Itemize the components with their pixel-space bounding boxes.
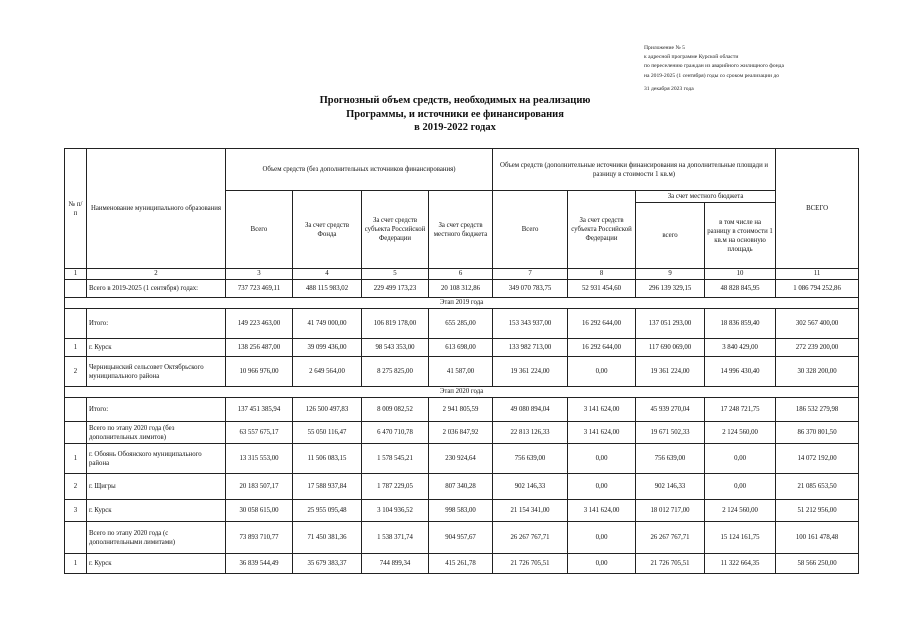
header-grand-total: ВСЕГО (776, 149, 859, 269)
amount-cell: 16 292 644,00 (568, 339, 636, 357)
appendix-line: 31 декабря 2023 года (644, 85, 694, 92)
amount-cell: 22 813 126,33 (493, 422, 568, 444)
stage-label: Этап 2019 года (65, 298, 859, 309)
amount-cell: 52 931 454,60 (568, 280, 636, 298)
municipality-name: Итого: (87, 309, 226, 339)
amount-cell: 186 532 279,98 (776, 398, 859, 422)
amount-cell: 19 361 224,00 (493, 357, 568, 387)
amount-cell: 55 050 116,47 (293, 422, 362, 444)
table-row (65, 339, 859, 357)
total-row (65, 522, 859, 554)
amount-cell: 0,00 (568, 474, 636, 500)
amount-cell: 20 183 507,17 (226, 474, 293, 500)
title-line: Программы, и источники ее финансирования (346, 108, 564, 120)
amount-cell: 41 749 000,00 (293, 309, 362, 339)
amount-cell: 230 924,64 (429, 444, 493, 474)
municipality-name: г. Курск (87, 500, 226, 522)
header-group-base: Объем средств (без дополнительных источников финансирования) (226, 149, 493, 191)
amount-cell: 902 146,33 (493, 474, 568, 500)
amount-cell: 0,00 (568, 357, 636, 387)
amount-cell: 133 982 713,00 (493, 339, 568, 357)
amount-cell: 17 248 721,75 (705, 398, 776, 422)
header-num: № п/п (65, 149, 87, 269)
amount-cell: 117 690 069,00 (636, 339, 705, 357)
column-number: 3 (226, 269, 293, 280)
amount-cell: 58 566 250,00 (776, 554, 859, 574)
header-total-additional: Всего (493, 191, 568, 269)
amount-cell: 8 009 082,52 (362, 398, 429, 422)
row-number (65, 522, 87, 554)
amount-cell: 20 108 312,86 (429, 280, 493, 298)
municipality-name: Всего по этапу 2020 года (без дополнительных лимитов) (87, 422, 226, 444)
total-row (65, 280, 859, 298)
row-number (65, 398, 87, 422)
municipality-name: Черницынский сельсовет Октябрьского муниципального района (87, 357, 226, 387)
municipality-name: г. Курск (87, 339, 226, 357)
amount-cell: 6 470 710,78 (362, 422, 429, 444)
appendix-note (644, 44, 859, 94)
header-total: Всего (226, 191, 293, 269)
amount-cell: 19 671 502,33 (636, 422, 705, 444)
amount-cell: 902 146,33 (636, 474, 705, 500)
amount-cell: 1 787 229,05 (362, 474, 429, 500)
amount-cell: 19 361 224,00 (636, 357, 705, 387)
header-subject: За счет средств субъекта Российской Федерации (362, 191, 429, 269)
amount-cell: 21 726 705,51 (636, 554, 705, 574)
amount-cell: 415 261,78 (429, 554, 493, 574)
amount-cell: 41 587,00 (429, 357, 493, 387)
row-number: 1 (65, 444, 87, 474)
stage-label: Этап 2020 года (65, 387, 859, 398)
amount-cell: 998 583,00 (429, 500, 493, 522)
amount-cell: 737 723 469,11 (226, 280, 293, 298)
amount-cell: 21 726 705,51 (493, 554, 568, 574)
table-row (65, 357, 859, 387)
amount-cell: 26 267 767,71 (493, 522, 568, 554)
amount-cell: 14 996 430,40 (705, 357, 776, 387)
row-number: 1 (65, 554, 87, 574)
municipality-name: Итого: (87, 398, 226, 422)
amount-cell: 3 104 936,52 (362, 500, 429, 522)
column-number: 2 (87, 269, 226, 280)
header-subject-additional: За счет средств субъекта Российской Федерации (568, 191, 636, 269)
appendix-line: к адресной программе Курской области (644, 54, 739, 61)
amount-cell: 2 941 805,59 (429, 398, 493, 422)
table-row (65, 554, 859, 574)
appendix-line: Приложение № 5 (644, 45, 685, 51)
amount-cell: 14 072 192,00 (776, 444, 859, 474)
amount-cell: 17 588 937,84 (293, 474, 362, 500)
row-number: 1 (65, 339, 87, 357)
header-local: За счет средств местного бюджета (429, 191, 493, 269)
amount-cell: 138 256 487,00 (226, 339, 293, 357)
amount-cell: 15 124 161,75 (705, 522, 776, 554)
amount-cell: 613 698,00 (429, 339, 493, 357)
amount-cell: 296 139 329,15 (636, 280, 705, 298)
appendix-line: по переселению граждан из аварийного жилищного фонда (644, 63, 785, 70)
amount-cell: 63 557 675,17 (226, 422, 293, 444)
amount-cell: 153 343 937,00 (493, 309, 568, 339)
municipality-name: Всего по этапу 2020 года (с дополнительными лимитами) (87, 522, 226, 554)
amount-cell: 98 543 353,00 (362, 339, 429, 357)
column-number: 4 (293, 269, 362, 280)
amount-cell: 2 036 847,92 (429, 422, 493, 444)
row-number (65, 280, 87, 298)
amount-cell: 744 899,34 (362, 554, 429, 574)
amount-cell: 1 086 794 252,86 (776, 280, 859, 298)
column-numbers-row (65, 269, 859, 280)
title-line: Прогнозный объем средств, необходимых на реализацию (319, 95, 591, 106)
header-local-all: всего (636, 203, 705, 269)
amount-cell: 35 679 383,37 (293, 554, 362, 574)
amount-cell: 8 275 825,00 (362, 357, 429, 387)
municipality-name: Всего в 2019-2025 (1 сентября) годах: (87, 280, 226, 298)
amount-cell: 807 340,28 (429, 474, 493, 500)
amount-cell: 16 292 644,00 (568, 309, 636, 339)
amount-cell: 0,00 (568, 522, 636, 554)
amount-cell: 3 141 624,00 (568, 500, 636, 522)
amount-cell: 73 893 710,77 (226, 522, 293, 554)
total-row (65, 309, 859, 339)
header-local-difference: в том числе на разницу в стоимости 1 кв.м на основную площадь (705, 203, 776, 269)
stage-row (65, 298, 859, 309)
amount-cell: 2 124 560,00 (705, 500, 776, 522)
amount-cell: 272 239 200,00 (776, 339, 859, 357)
amount-cell: 21 085 653,50 (776, 474, 859, 500)
row-number: 2 (65, 357, 87, 387)
amount-cell: 655 285,00 (429, 309, 493, 339)
financing-table (64, 148, 859, 574)
table-body (65, 280, 859, 574)
amount-cell: 86 370 801,50 (776, 422, 859, 444)
amount-cell: 1 578 545,21 (362, 444, 429, 474)
column-number: 6 (429, 269, 493, 280)
amount-cell: 3 840 429,00 (705, 339, 776, 357)
amount-cell: 39 099 436,00 (293, 339, 362, 357)
amount-cell: 48 828 845,95 (705, 280, 776, 298)
amount-cell: 0,00 (568, 444, 636, 474)
column-number: 5 (362, 269, 429, 280)
municipality-name: г. Щигры (87, 474, 226, 500)
amount-cell: 756 639,00 (636, 444, 705, 474)
amount-cell: 229 499 173,23 (362, 280, 429, 298)
amount-cell: 756 639,00 (493, 444, 568, 474)
amount-cell: 0,00 (705, 474, 776, 500)
amount-cell: 0,00 (705, 444, 776, 474)
municipality-name: г. Обоянь Обоянского муниципального района (87, 444, 226, 474)
table-row (65, 500, 859, 522)
amount-cell: 137 051 293,00 (636, 309, 705, 339)
amount-cell: 51 212 956,00 (776, 500, 859, 522)
row-number (65, 309, 87, 339)
amount-cell: 11 506 083,15 (293, 444, 362, 474)
amount-cell: 26 267 767,71 (636, 522, 705, 554)
amount-cell: 100 161 478,48 (776, 522, 859, 554)
amount-cell: 30 328 200,00 (776, 357, 859, 387)
total-row (65, 422, 859, 444)
amount-cell: 25 955 095,48 (293, 500, 362, 522)
row-number (65, 422, 87, 444)
title-line: в 2019-2022 годах (414, 122, 496, 133)
amount-cell: 45 939 270,04 (636, 398, 705, 422)
amount-cell: 13 315 553,00 (226, 444, 293, 474)
total-row (65, 398, 859, 422)
column-number: 1 (65, 269, 87, 280)
column-number: 10 (705, 269, 776, 280)
header-fund: За счет средств Фонда (293, 191, 362, 269)
amount-cell: 488 115 983,02 (293, 280, 362, 298)
column-number: 8 (568, 269, 636, 280)
amount-cell: 11 322 664,35 (705, 554, 776, 574)
column-number: 7 (493, 269, 568, 280)
amount-cell: 71 450 381,36 (293, 522, 362, 554)
row-number: 2 (65, 474, 87, 500)
municipality-name: г. Курск (87, 554, 226, 574)
amount-cell: 1 538 371,74 (362, 522, 429, 554)
header-local-budget: За счет местного бюджета (636, 191, 776, 203)
amount-cell: 904 957,67 (429, 522, 493, 554)
amount-cell: 0,00 (568, 554, 636, 574)
stage-row (65, 387, 859, 398)
amount-cell: 49 080 894,04 (493, 398, 568, 422)
column-number: 9 (636, 269, 705, 280)
amount-cell: 10 966 976,00 (226, 357, 293, 387)
table-row (65, 474, 859, 500)
header-name: Наименование муниципального образования (87, 149, 226, 269)
amount-cell: 2 649 564,00 (293, 357, 362, 387)
amount-cell: 137 451 385,94 (226, 398, 293, 422)
amount-cell: 18 012 717,00 (636, 500, 705, 522)
amount-cell: 18 836 859,40 (705, 309, 776, 339)
amount-cell: 3 141 624,00 (568, 422, 636, 444)
table-row (65, 444, 859, 474)
amount-cell: 106 819 178,00 (362, 309, 429, 339)
amount-cell: 149 223 463,00 (226, 309, 293, 339)
amount-cell: 2 124 560,00 (705, 422, 776, 444)
appendix-line: на 2019-2025 (1 сентября) годы со сроком реализации до (644, 72, 780, 79)
amount-cell: 30 058 615,00 (226, 500, 293, 522)
document-title (250, 94, 660, 135)
amount-cell: 21 154 341,00 (493, 500, 568, 522)
amount-cell: 3 141 624,00 (568, 398, 636, 422)
amount-cell: 302 567 400,00 (776, 309, 859, 339)
header-group-additional: Объем средств (дополнительные источники финансирования на дополнительные площади и разницу в стоимости 1 кв.м) (493, 149, 776, 191)
amount-cell: 349 070 783,75 (493, 280, 568, 298)
amount-cell: 36 839 544,49 (226, 554, 293, 574)
amount-cell: 126 500 497,83 (293, 398, 362, 422)
column-number: 11 (776, 269, 859, 280)
row-number: 3 (65, 500, 87, 522)
